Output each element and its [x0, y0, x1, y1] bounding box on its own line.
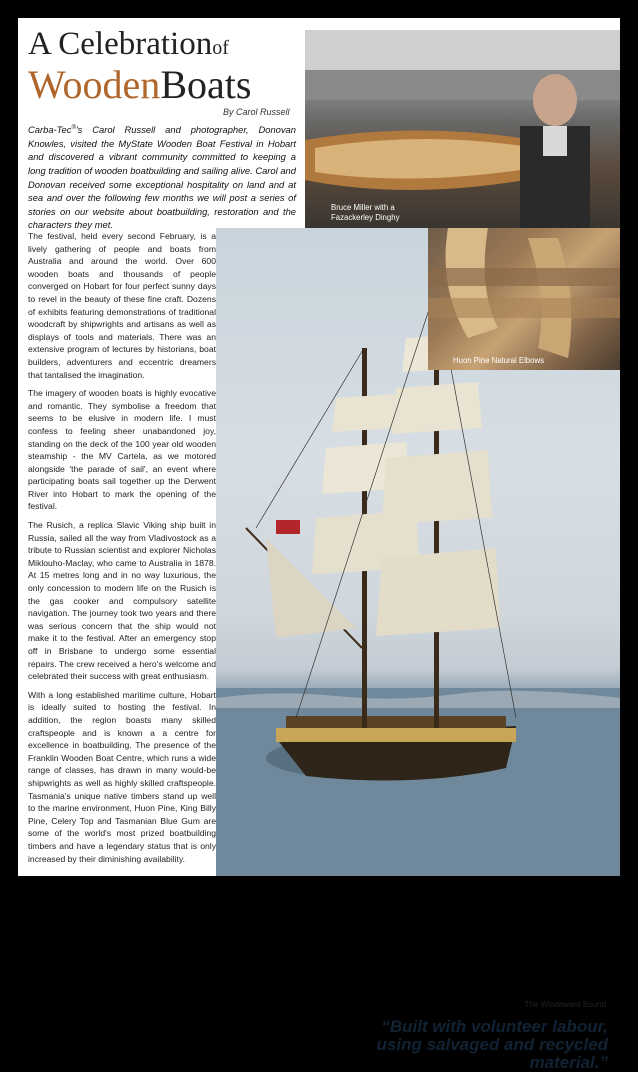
pull-quote-line-2: using salvaged and recycled — [376, 1035, 608, 1054]
body-paragraph-4: With a long established maritime culture, Hobart is ideally suited to hosting the festival. In addition, the region boasts many skilled craftspeople and is known a a centre for excellence in boatbuilding. The presence of the Franklin Wooden Boat Centre, which runs a wide range of classes, has drawn in many would-be shipwrights as well as highly skilled craftspeople. Tasmania's unique native timbers stand up well to the marine environment, Huon Pine, King Billy Pine, Celery Top and Tasmanian Blue Gum are some of the world's most prized boatbuilding timbers and have a legendary status that is only increased by their diminishing availability. — [28, 689, 216, 864]
title-word-celebration: Celebration — [58, 26, 213, 62]
title-line-2 — [28, 62, 328, 107]
article-title — [28, 26, 328, 107]
huon-pine-illustration — [428, 228, 620, 370]
photo3-caption: The Windeward Bound — [524, 1000, 606, 1009]
pull-quote — [348, 1018, 608, 1072]
title-word-of: of — [212, 37, 229, 59]
intro-text: 's Carol Russell and photographer, Donovan Knowles, visited the MyState Wooden Boat Festival in Hobart and discovered a vibrant community committed to keeping a long tradition of wooden boatbuilding and sailing alive. Carol and Donovan received some exceptional hospitality on land and at sea and over the following few months we will post a series of stories on our website about boatbuilding, restoration and the characters they met. — [28, 124, 296, 231]
photo1-caption-line-2: Fazackerley Dinghy — [331, 213, 400, 222]
pull-quote-line-3: material.” — [529, 1053, 608, 1072]
body-paragraph-2: The imagery of wooden boats is highly evocative and romantic. They symbolise a freedom that seems to be elusive in modern life. I must confess to feeling sheer unabandoned joy, standing on the deck of the 100 year old wooden steamship - the MV Cartela, as we motored alongside 'the parade of sail', an event where participating boats sail together up the Derwent River into Hobart to mark the opening of the festival. — [28, 388, 216, 512]
dinghy-photo — [305, 30, 620, 228]
title-word-boats: Boats — [160, 62, 252, 107]
body-column — [28, 230, 216, 871]
trademark-symbol: ® — [71, 125, 76, 131]
photo1-caption-line-1: Bruce Miller with a — [331, 203, 395, 212]
body-paragraph-1: The festival, held every second February, is a lively gathering of people and boats from Australia and around the world. Over 600 wooden boats and thousands of people converged on Hobart for four perfect sunny days to revel in the beauty of these fine craft. Dozens of exhibits featuring demonstrations of traditional woodcraft by shipwrights and artisans as well as displays of tools and materials. There was an extensive program of lectures by historians, boat builders, adventurers and eccentric dreamers that tantalised the imagination. — [28, 231, 216, 380]
title-line-1 — [28, 26, 328, 66]
photo1-caption — [331, 203, 399, 223]
photo2-caption: Huon Pine Natural Elbows — [453, 356, 545, 365]
huon-pine-photo — [428, 228, 620, 370]
byline: By Carol Russell — [223, 107, 290, 117]
magazine-page — [18, 18, 620, 1072]
intro-brand: Carba-Tec — [28, 124, 72, 136]
intro-paragraph — [28, 122, 296, 232]
body-paragraph-3: The Rusich, a replica Slavic Viking ship built in Russia, sailed all the way from Vladivostock as a tribute to Russian scientist and explorer Nicholas Miklouho-Maclay, who came to Australia in 1878. At 15 metres long and in no way luxurious, the only concession to modern life on the Rusich is the gas cooker and compulsory satellite navigation. The journey took two years and there was serious concern that the ship would not make it to the festival. After an emergency stop off in Brisbane to undergo some essential repairs. The crew received a hero's welcome and celebrated their success with great enthusiasm. — [28, 520, 216, 682]
title-word-a: A — [28, 26, 51, 62]
pull-quote-line-1: “Built with volunteer labour, — [381, 1017, 608, 1036]
title-word-wooden: Wooden — [28, 62, 161, 107]
dinghy-illustration — [305, 30, 620, 228]
